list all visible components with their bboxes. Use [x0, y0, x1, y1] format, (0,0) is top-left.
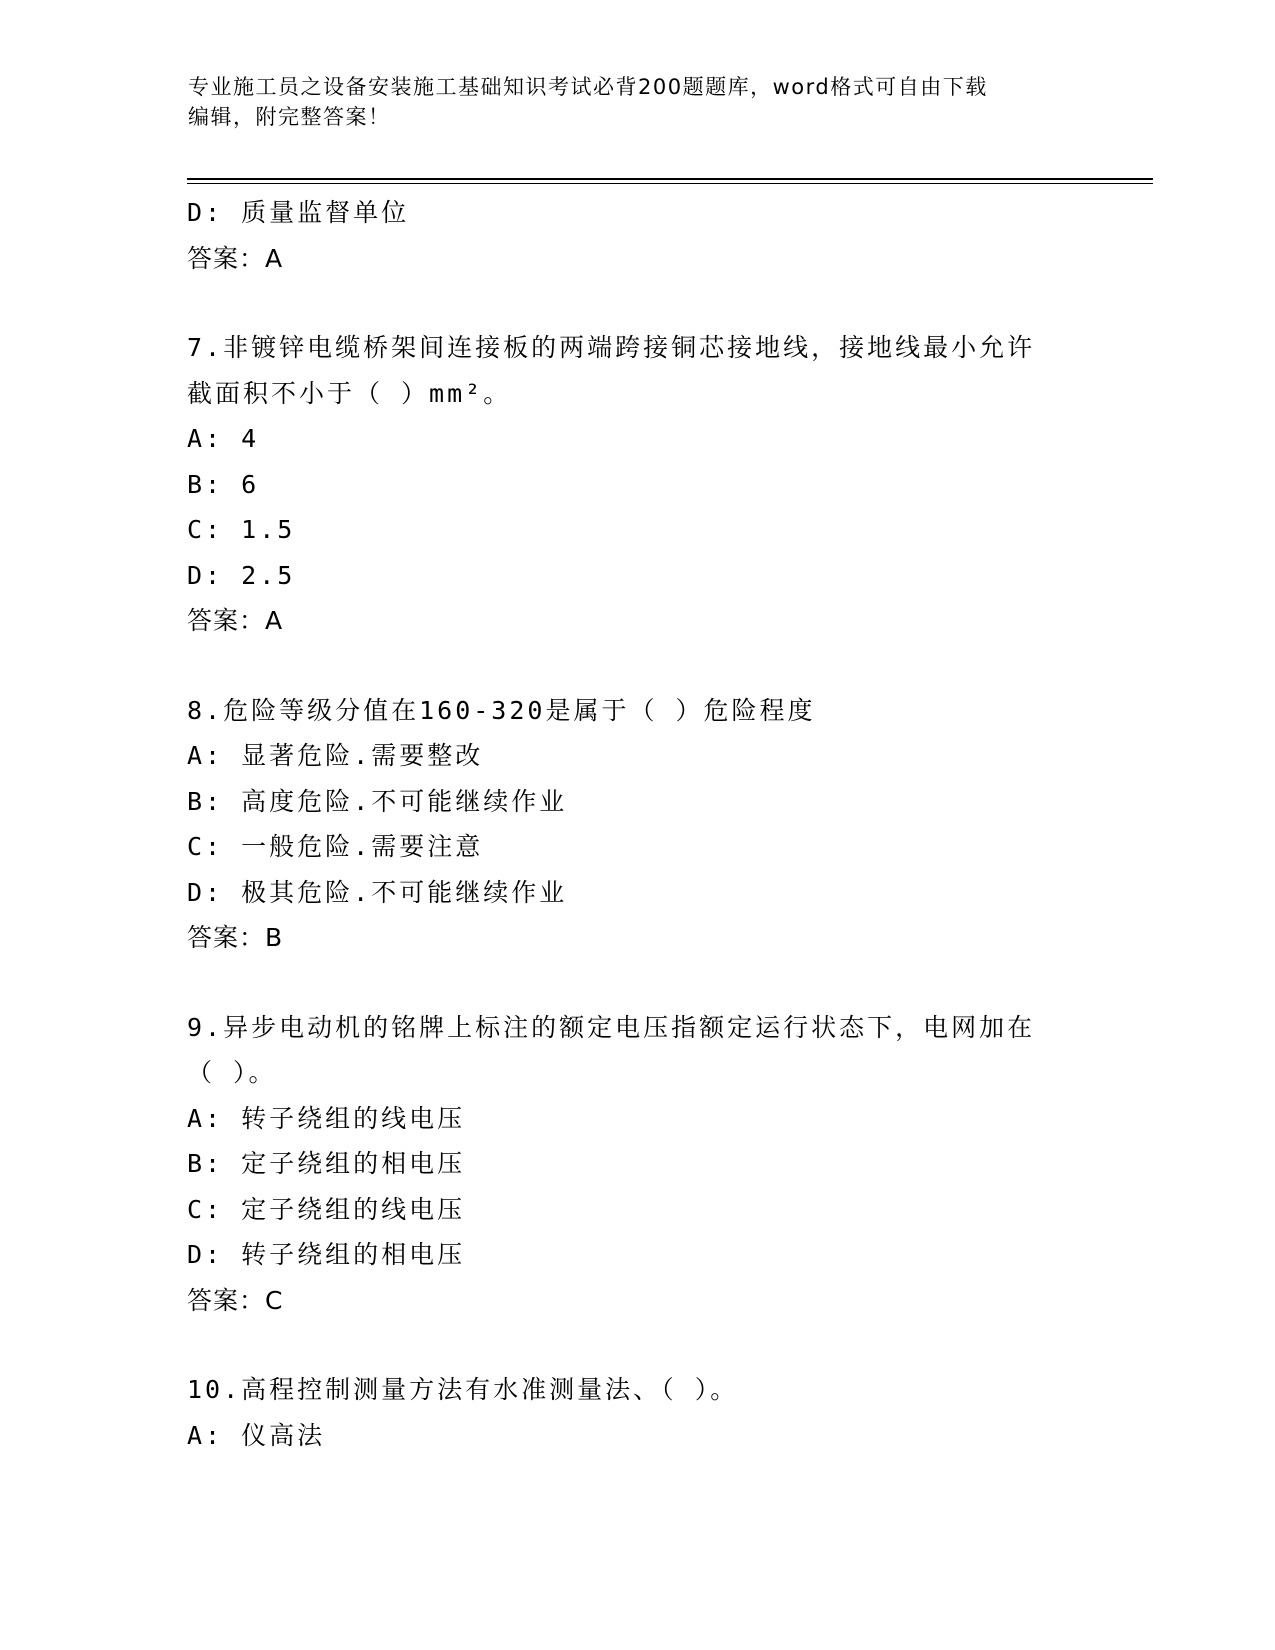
answer-line: 答案：A: [187, 243, 284, 273]
option-c: C: 1.5: [187, 515, 296, 544]
question-stem-line-1: 10.高程控制测量方法有水准测量法、（ ）。: [187, 1375, 739, 1404]
option-c: C: 定子绕组的线电压: [187, 1194, 466, 1224]
question-block-previous: [187, 190, 1087, 281]
spacer: [187, 281, 1087, 325]
spacer: [187, 644, 1087, 688]
question-block-10: [187, 1367, 1087, 1458]
option-d: D: 2.5: [187, 560, 296, 590]
header-divider-thin: [187, 183, 1153, 184]
option-b: B: 6: [187, 469, 260, 499]
question-stem-line-1: 8.危险等级分值在160-320是属于（ ）危险程度: [187, 695, 816, 725]
header-title-line-2: 编辑，附完整答案！: [188, 105, 391, 129]
option-b: B: 定子绕组的相电压: [187, 1149, 466, 1178]
question-list: [187, 190, 1087, 1458]
header-title-line-1: 专业施工员之设备安装施工基础知识考试必背200题题库，word格式可自由下载: [188, 75, 988, 99]
spacer: [187, 961, 1087, 1005]
answer-line: 答案：C: [187, 1285, 284, 1315]
question-stem-line-2: 截面积不小于（ ）mm²。: [187, 378, 512, 408]
option-a: A: 显著危险.需要整改: [187, 741, 484, 770]
spacer: [187, 1323, 1087, 1367]
question-block-7: [187, 325, 1087, 644]
question-stem-line-1: 7.非镀锌电缆桥架间连接板的两端跨接铜芯接地线，接地线最小允许: [187, 333, 1036, 362]
question-stem-line-1: 9.异步电动机的铭牌上标注的额定电压指额定运行状态下，电网加在: [187, 1012, 1036, 1042]
question-block-9: [187, 1005, 1087, 1324]
document-header: [188, 72, 1088, 132]
question-stem-line-2: （ ）。: [187, 1058, 277, 1087]
option-b: B: 高度危险.不可能继续作业: [187, 786, 568, 816]
option-d: D: 极其危险.不可能继续作业: [187, 877, 568, 907]
option-d: D: 质量监督单位: [187, 198, 410, 227]
answer-line: 答案：B: [187, 923, 284, 952]
option-d: D: 转子绕组的相电压: [187, 1240, 466, 1269]
question-block-8: [187, 688, 1087, 961]
answer-line: 答案：A: [187, 606, 284, 635]
option-a: A: 4: [187, 424, 260, 453]
header-divider-thick: [187, 178, 1153, 180]
option-c: C: 一般危险.需要注意: [187, 832, 484, 861]
option-a: A: 转子绕组的线电压: [187, 1103, 466, 1133]
option-a: A: 仪高法: [187, 1420, 326, 1450]
